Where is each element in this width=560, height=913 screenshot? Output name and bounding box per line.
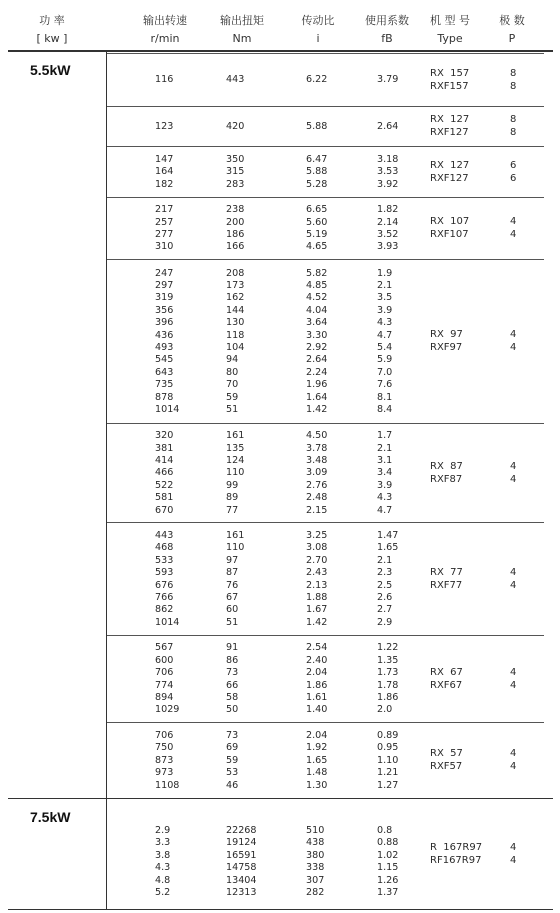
factor-cell: 3.92	[377, 178, 399, 190]
speed-cell: 257	[155, 216, 174, 228]
ratio-cell: 6.47	[306, 153, 328, 165]
ratio-cell: 4.50	[306, 430, 328, 442]
factor-cell: 3.1	[377, 454, 393, 466]
ratio-cell: 1.65	[306, 754, 328, 766]
poles-cell: 4	[510, 679, 517, 691]
ratio-cell: 1.42	[306, 404, 328, 415]
ratio-cell: 2.40	[306, 654, 328, 666]
speed-cell: 522	[155, 479, 174, 491]
type-cell: RXF107	[430, 229, 469, 240]
torque-cell: 67	[226, 591, 239, 603]
header-model-unit: Type	[437, 32, 463, 45]
factor-cell: 1.37	[377, 887, 399, 898]
speed-cell: 396	[155, 317, 174, 329]
ratio-cell: 2.24	[306, 366, 328, 378]
factor-cell: 1.7	[377, 430, 393, 442]
speed-cell: 3.8	[155, 849, 171, 861]
factor-cell: 2.6	[377, 591, 393, 603]
torque-cell: 315	[226, 166, 245, 178]
speed-cell: 750	[155, 742, 174, 754]
torque-cell: 97	[226, 554, 239, 566]
type-cell: RX 107	[430, 216, 470, 227]
speed-cell: 164	[155, 166, 174, 178]
ratio-cell: 5.88	[306, 166, 328, 178]
torque-cell: 22268	[226, 825, 257, 836]
group-separator	[107, 197, 544, 198]
type-cell: RF167R97	[430, 855, 482, 866]
speed-cell: 593	[155, 567, 174, 579]
speed-cell: 545	[155, 354, 174, 366]
speed-cell: 310	[155, 241, 174, 253]
torque-cell: 99	[226, 479, 239, 491]
speed-cell: 1014	[155, 616, 180, 628]
speed-cell: 862	[155, 604, 174, 616]
poles-cell: 4	[510, 229, 517, 240]
ratio-cell: 307	[306, 874, 325, 886]
poles-cell: 6	[510, 159, 517, 171]
torque-cell: 59	[226, 754, 239, 766]
ratio-cell: 4.85	[306, 280, 328, 291]
speed-cell: 643	[155, 366, 174, 378]
factor-cell: 2.0	[377, 704, 393, 716]
speed-cell: 468	[155, 542, 174, 554]
group-separator	[107, 146, 544, 147]
torque-cell: 420	[226, 120, 245, 132]
speed-cell: 4.3	[155, 862, 171, 874]
factor-cell: 1.86	[377, 691, 399, 703]
speed-cell: 766	[155, 591, 174, 603]
factor-cell: 3.79	[377, 74, 399, 86]
speed-cell: 533	[155, 554, 174, 566]
torque-cell: 443	[226, 74, 245, 86]
poles-cell: 6	[510, 172, 517, 184]
speed-cell: 873	[155, 754, 174, 766]
header-torque-unit: Nm	[232, 32, 252, 45]
poles-cell: 4	[510, 460, 517, 472]
factor-cell: 2.64	[377, 120, 399, 132]
ratio-cell: 380	[306, 849, 325, 861]
type-cell: RX 157	[430, 67, 470, 79]
speed-cell: 414	[155, 454, 174, 466]
ratio-cell: 1.30	[306, 779, 328, 791]
torque-cell: 144	[226, 304, 245, 316]
speed-cell: 436	[155, 329, 174, 341]
factor-cell: 0.89	[377, 730, 399, 741]
speed-cell: 217	[155, 204, 174, 216]
ratio-cell: 2.43	[306, 567, 328, 579]
power-label-7-5kw: 7.5kW	[30, 809, 71, 825]
group-separator	[107, 423, 544, 424]
torque-cell: 208	[226, 267, 245, 279]
torque-cell: 51	[226, 404, 239, 415]
factor-cell: 8.4	[377, 404, 393, 415]
ratio-cell: 3.09	[306, 467, 328, 479]
ratio-cell: 1.67	[306, 604, 328, 616]
factor-cell: 7.6	[377, 379, 393, 391]
factor-cell: 1.22	[377, 642, 399, 654]
type-cell: RXF77	[430, 579, 463, 591]
ratio-cell: 4.52	[306, 292, 328, 304]
torque-cell: 89	[226, 492, 239, 504]
ratio-cell: 1.61	[306, 691, 328, 703]
ratio-cell: 2.04	[306, 667, 328, 679]
ratio-cell: 1.88	[306, 591, 328, 603]
power-label-5-5kw: 5.5kW	[30, 62, 71, 78]
ratio-cell: 2.54	[306, 642, 328, 654]
torque-cell: 238	[226, 204, 245, 216]
ratio-cell: 1.96	[306, 379, 328, 391]
torque-cell: 166	[226, 241, 245, 253]
group-separator	[107, 635, 544, 636]
factor-cell: 4.7	[377, 329, 393, 341]
speed-cell: 297	[155, 280, 174, 291]
speed-cell: 319	[155, 292, 174, 304]
torque-cell: 70	[226, 379, 239, 391]
torque-cell: 110	[226, 467, 245, 479]
type-cell: RX 127	[430, 159, 470, 171]
factor-cell: 2.1	[377, 280, 393, 291]
factor-cell: 1.27	[377, 779, 399, 791]
header-torque: 输出扭矩	[220, 14, 264, 27]
torque-cell: 110	[226, 542, 245, 554]
speed-cell: 774	[155, 679, 174, 691]
speed-cell: 878	[155, 391, 174, 403]
torque-cell: 161	[226, 529, 245, 541]
poles-cell: 8	[510, 80, 517, 92]
torque-cell: 173	[226, 280, 245, 291]
torque-cell: 104	[226, 342, 245, 353]
factor-cell: 0.88	[377, 837, 399, 849]
speed-cell: 466	[155, 467, 174, 479]
speed-cell: 706	[155, 667, 174, 679]
torque-cell: 124	[226, 454, 245, 466]
ratio-cell: 1.40	[306, 704, 328, 716]
speed-cell: 2.9	[155, 825, 171, 836]
factor-cell: 3.53	[377, 166, 399, 178]
factor-cell: 5.9	[377, 354, 393, 366]
torque-cell: 51	[226, 616, 239, 628]
ratio-cell: 2.76	[306, 479, 328, 491]
ratio-cell: 282	[306, 887, 325, 898]
torque-cell: 186	[226, 229, 245, 240]
speed-cell: 567	[155, 642, 174, 654]
header-bottom-rule	[8, 50, 553, 52]
table-bottom-rule	[8, 909, 553, 910]
torque-cell: 91	[226, 642, 239, 654]
ratio-cell: 438	[306, 837, 325, 849]
header-ratio: 传动比	[301, 14, 335, 27]
factor-cell: 1.26	[377, 874, 399, 886]
type-cell: R 167R97	[430, 842, 483, 853]
torque-cell: 283	[226, 178, 245, 190]
factor-cell: 1.35	[377, 654, 399, 666]
factor-cell: 1.9	[377, 267, 393, 279]
ratio-cell: 3.08	[306, 542, 328, 554]
poles-cell: 4	[510, 666, 517, 678]
torque-cell: 50	[226, 704, 239, 716]
type-cell: RXF127	[430, 172, 469, 184]
group-separator	[107, 259, 544, 260]
factor-cell: 3.93	[377, 241, 399, 253]
ratio-cell: 1.92	[306, 742, 328, 754]
torque-cell: 16591	[226, 849, 257, 861]
group-separator	[107, 106, 544, 107]
ratio-cell: 6.65	[306, 204, 328, 216]
torque-cell: 46	[226, 779, 239, 791]
factor-cell: 2.5	[377, 579, 393, 591]
factor-cell: 1.82	[377, 204, 399, 216]
poles-cell: 4	[510, 579, 517, 591]
speed-cell: 581	[155, 492, 174, 504]
speed-cell: 670	[155, 504, 174, 516]
factor-cell: 3.18	[377, 153, 399, 165]
speed-cell: 1014	[155, 404, 180, 415]
header-factor-unit: fB	[381, 32, 393, 45]
speed-cell: 600	[155, 654, 174, 666]
speed-cell: 277	[155, 229, 174, 240]
poles-cell: 4	[510, 842, 517, 853]
speed-cell: 356	[155, 304, 174, 316]
group-separator	[107, 522, 544, 523]
torque-cell: 161	[226, 430, 245, 442]
torque-cell: 69	[226, 742, 239, 754]
type-cell: RXF127	[430, 127, 469, 138]
ratio-cell: 3.30	[306, 329, 328, 341]
ratio-cell: 2.13	[306, 579, 328, 591]
ratio-cell: 3.78	[306, 442, 328, 454]
torque-cell: 200	[226, 216, 245, 228]
factor-cell: 1.02	[377, 849, 399, 861]
torque-cell: 66	[226, 679, 239, 691]
type-cell: RX 67	[430, 666, 463, 678]
ratio-cell: 2.48	[306, 492, 328, 504]
factor-cell: 0.95	[377, 742, 399, 754]
factor-cell: 4.3	[377, 317, 393, 329]
torque-cell: 135	[226, 442, 245, 454]
torque-cell: 87	[226, 567, 239, 579]
header-ratio-unit: i	[316, 32, 320, 45]
factor-cell: 3.5	[377, 292, 393, 304]
ratio-cell: 2.15	[306, 504, 328, 516]
speed-cell: 493	[155, 342, 174, 353]
ratio-cell: 4.65	[306, 241, 328, 253]
torque-cell: 80	[226, 366, 239, 378]
header-speed-unit: r/min	[150, 32, 180, 45]
ratio-cell: 2.92	[306, 342, 328, 353]
type-cell: RX 57	[430, 748, 463, 759]
ratio-cell: 2.64	[306, 354, 328, 366]
group-separator	[107, 722, 544, 723]
header-factor: 使用系数	[365, 14, 409, 27]
torque-cell: 350	[226, 153, 245, 165]
header-power: 功 率	[39, 14, 65, 27]
torque-cell: 58	[226, 691, 239, 703]
factor-cell: 1.15	[377, 862, 399, 874]
factor-cell: 4.7	[377, 504, 393, 516]
torque-cell: 73	[226, 667, 239, 679]
poles-cell: 8	[510, 127, 517, 138]
speed-cell: 443	[155, 529, 174, 541]
factor-cell: 5.4	[377, 342, 393, 353]
speed-cell: 320	[155, 430, 174, 442]
type-cell: RX 97	[430, 329, 463, 340]
torque-cell: 53	[226, 767, 239, 779]
header-poles: 极 数	[499, 14, 525, 27]
torque-cell: 118	[226, 329, 245, 341]
ratio-cell: 510	[306, 825, 325, 836]
poles-cell: 4	[510, 566, 517, 578]
factor-cell: 3.9	[377, 479, 393, 491]
factor-cell: 4.3	[377, 492, 393, 504]
ratio-cell: 2.70	[306, 554, 328, 566]
poles-cell: 4	[510, 855, 517, 866]
speed-cell: 4.8	[155, 874, 171, 886]
torque-cell: 13404	[226, 874, 257, 886]
type-cell: RXF67	[430, 679, 463, 691]
torque-cell: 94	[226, 354, 239, 366]
header-model: 机 型 号	[430, 14, 470, 27]
torque-cell: 76	[226, 579, 239, 591]
speed-cell: 973	[155, 767, 174, 779]
ratio-cell: 3.64	[306, 317, 328, 329]
speed-cell: 147	[155, 153, 174, 165]
torque-cell: 12313	[226, 887, 257, 898]
column-divider	[106, 50, 107, 910]
ratio-cell: 2.04	[306, 730, 328, 741]
factor-cell: 1.73	[377, 667, 399, 679]
speed-cell: 5.2	[155, 887, 171, 898]
poles-cell: 4	[510, 342, 517, 353]
ratio-cell: 5.60	[306, 216, 328, 228]
factor-cell: 1.78	[377, 679, 399, 691]
ratio-cell: 5.28	[306, 178, 328, 190]
torque-cell: 59	[226, 391, 239, 403]
type-cell: RX 87	[430, 460, 463, 472]
torque-cell: 77	[226, 504, 239, 516]
poles-cell: 4	[510, 473, 517, 485]
factor-cell: 3.52	[377, 229, 399, 240]
speed-cell: 894	[155, 691, 174, 703]
speed-cell: 735	[155, 379, 174, 391]
ratio-cell: 5.19	[306, 229, 328, 240]
header-power-unit: [ kw ]	[36, 32, 68, 45]
ratio-cell: 5.88	[306, 120, 328, 132]
torque-cell: 14758	[226, 862, 257, 874]
header-speed: 输出转速	[143, 14, 187, 27]
poles-cell: 8	[510, 67, 517, 79]
factor-cell: 2.7	[377, 604, 393, 616]
speed-cell: 1029	[155, 704, 180, 716]
speed-cell: 116	[155, 74, 174, 86]
group-separator	[107, 53, 544, 54]
poles-cell: 8	[510, 114, 517, 125]
poles-cell: 4	[510, 748, 517, 759]
poles-cell: 4	[510, 216, 517, 227]
speed-cell: 381	[155, 442, 174, 454]
type-cell: RXF97	[430, 342, 463, 353]
ratio-cell: 1.48	[306, 767, 328, 779]
ratio-cell: 1.42	[306, 616, 328, 628]
poles-cell: 4	[510, 761, 517, 772]
factor-cell: 3.9	[377, 304, 393, 316]
speed-cell: 1108	[155, 779, 180, 791]
speed-cell: 706	[155, 730, 174, 741]
factor-cell: 1.65	[377, 542, 399, 554]
speed-cell: 123	[155, 120, 174, 132]
factor-cell: 1.21	[377, 767, 399, 779]
type-cell: RXF57	[430, 761, 463, 772]
factor-cell: 2.14	[377, 216, 399, 228]
header-poles-unit: P	[508, 32, 516, 45]
torque-cell: 130	[226, 317, 245, 329]
speed-cell: 182	[155, 178, 174, 190]
factor-cell: 8.1	[377, 391, 393, 403]
type-cell: RX 77	[430, 566, 463, 578]
ratio-cell: 4.04	[306, 304, 328, 316]
ratio-cell: 6.22	[306, 74, 328, 86]
torque-cell: 73	[226, 730, 239, 741]
section-divider	[8, 798, 553, 799]
speed-cell: 676	[155, 579, 174, 591]
ratio-cell: 3.48	[306, 454, 328, 466]
ratio-cell: 5.82	[306, 267, 328, 279]
factor-cell: 0.8	[377, 825, 393, 836]
speed-cell: 3.3	[155, 837, 171, 849]
type-cell: RXF157	[430, 80, 469, 92]
type-cell: RXF87	[430, 473, 463, 485]
ratio-cell: 338	[306, 862, 325, 874]
torque-cell: 162	[226, 292, 245, 304]
ratio-cell: 1.86	[306, 679, 328, 691]
ratio-cell: 3.25	[306, 529, 328, 541]
factor-cell: 2.1	[377, 554, 393, 566]
factor-cell: 7.0	[377, 366, 393, 378]
torque-cell: 60	[226, 604, 239, 616]
poles-cell: 4	[510, 329, 517, 340]
factor-cell: 3.4	[377, 467, 393, 479]
factor-cell: 1.47	[377, 529, 399, 541]
factor-cell: 1.10	[377, 754, 399, 766]
factor-cell: 2.3	[377, 567, 393, 579]
torque-cell: 86	[226, 654, 239, 666]
factor-cell: 2.9	[377, 616, 393, 628]
ratio-cell: 1.64	[306, 391, 328, 403]
factor-cell: 2.1	[377, 442, 393, 454]
torque-cell: 19124	[226, 837, 257, 849]
type-cell: RX 127	[430, 114, 470, 125]
speed-cell: 247	[155, 267, 174, 279]
